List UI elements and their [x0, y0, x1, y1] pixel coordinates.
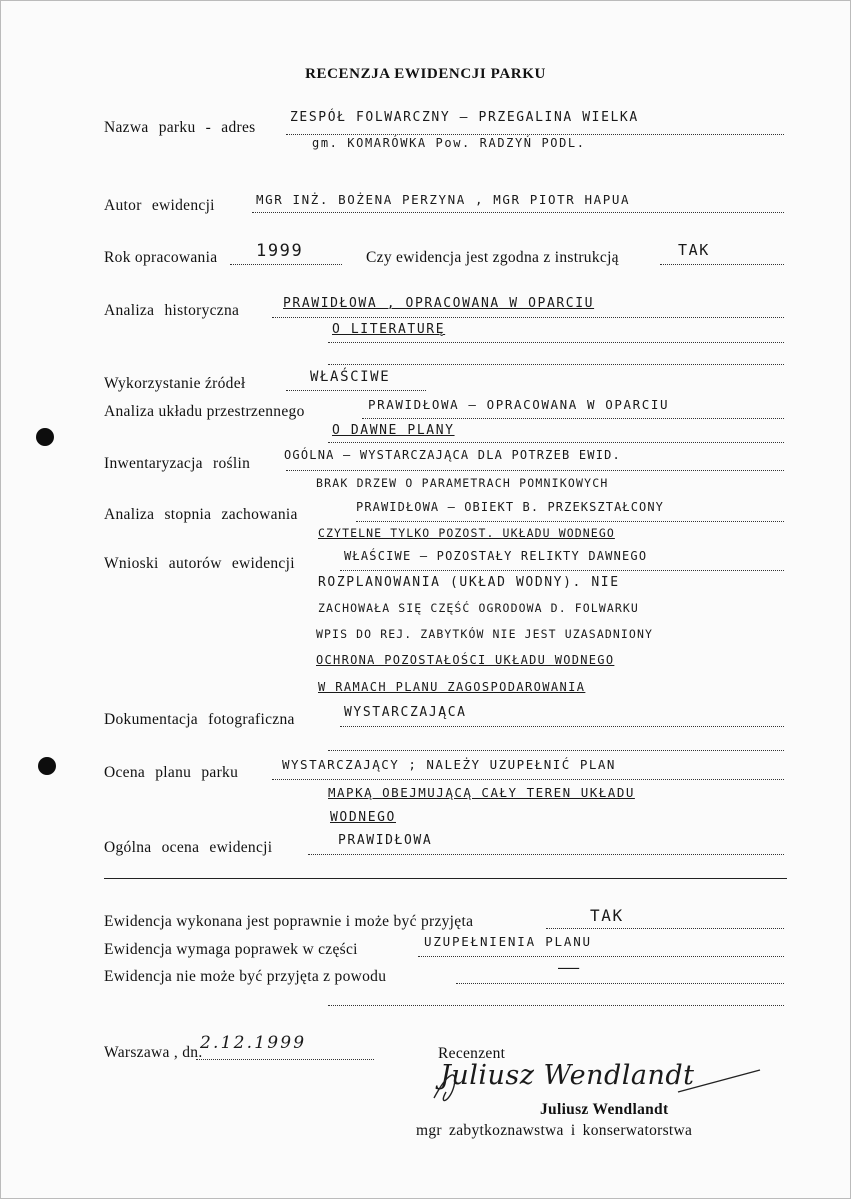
dotted-line	[196, 1059, 374, 1060]
analiza-hist-label: Analiza historyczna	[104, 302, 240, 319]
dotted-line	[328, 364, 784, 365]
plan-label: Ocena planu parku	[104, 764, 239, 781]
plan-value-3: WODNEGO	[330, 810, 396, 825]
dotted-line	[456, 983, 784, 984]
stopnia-value-2: CZYTELNE TYLKO POZOST. UKŁADU WODNEGO	[318, 526, 615, 540]
plan-value-1: WYSTARCZAJĄCY ; NALEŻY UZUPEŁNIĆ PLAN	[282, 757, 616, 772]
dotted-line	[272, 779, 784, 780]
autor-label: Autor ewidencji	[104, 197, 215, 214]
dotted-line	[356, 521, 784, 522]
reviewer-name: Juliusz Wendlandt	[540, 1101, 669, 1118]
reviewer-title: mgr zabytkoznawstwa i konserwatorstwa	[416, 1122, 693, 1139]
dotted-line	[308, 854, 784, 855]
przyjeta-value: TAK	[590, 906, 624, 925]
nazwa-value-1: ZESPÓŁ FOLWARCZNY – PRZEGALINA WIELKA	[290, 110, 639, 125]
separator-rule	[104, 878, 787, 879]
dotted-line	[328, 342, 784, 343]
dotted-line	[340, 570, 784, 571]
wnioski-label: Wnioski autorów ewidencji	[104, 555, 295, 572]
zrodel-value: WŁAŚCIWE	[310, 369, 391, 385]
poprawek-label: Ewidencja wymaga poprawek w części	[104, 941, 358, 958]
nazwa-label: Nazwa parku - adres	[104, 119, 256, 136]
poprawek-value: UZUPEŁNIENIA PLANU	[424, 934, 592, 949]
plan-value-2: MAPKĄ OBEJMUJĄCĄ CAŁY TEREN UKŁADU	[328, 785, 635, 800]
punch-hole	[38, 757, 56, 775]
wnioski-value-5: OCHRONA POZOSTAŁOŚCI UKŁADU WODNEGO	[316, 653, 615, 667]
inwent-value-2: BRAK DRZEW O PARAMETRACH POMNIKOWYCH	[316, 476, 609, 490]
dotted-line	[362, 418, 784, 419]
wnioski-value-4: WPIS DO REJ. ZABYTKÓW NIE JEST UZASADNIONY	[316, 627, 653, 641]
wnioski-value-2: ROZPLANOWANIA (UKŁAD WODNY). NIE	[318, 575, 620, 590]
uklad-value-1: PRAWIDŁOWA – OPRACOWANA W OPARCIU	[368, 397, 670, 412]
wnioski-value-3: ZACHOWAŁA SIĘ CZĘŚĆ OGRODOWA D. FOLWARKU	[318, 601, 639, 615]
punch-hole	[36, 428, 54, 446]
ogolna-value: PRAWIDŁOWA	[338, 833, 433, 848]
dotted-line	[286, 390, 426, 391]
date-value: 2.12.1999	[200, 1033, 307, 1053]
dotted-line	[230, 264, 342, 265]
inwent-label: Inwentaryzacja roślin	[104, 455, 251, 472]
signature: Juliusz Wendlandt	[440, 1060, 695, 1091]
dotted-line	[546, 928, 784, 929]
document-title: RECENZJA EWIDENCJI PARKU	[305, 66, 546, 82]
inwent-value-1: OGÓLNA – WYSTARCZAJĄCA DLA POTRZEB EWID.	[284, 448, 621, 462]
zrodel-label: Wykorzystanie źródeł	[104, 375, 246, 392]
uklad-label: Analiza układu przestrzennego	[104, 403, 305, 420]
autor-value: MGR INŻ. BOŻENA PERZYNA , MGR PIOTR HAPUA	[256, 192, 631, 207]
reviewer-label: Recenzent	[438, 1045, 506, 1062]
place-label: Warszawa , dn.	[104, 1044, 203, 1061]
rok-label: Rok opracowania	[104, 249, 218, 266]
dotted-line	[252, 212, 784, 213]
dotted-line	[272, 317, 784, 318]
nie-value: —	[558, 958, 583, 977]
dotted-line	[328, 750, 784, 751]
wnioski-value-6: W RAMACH PLANU ZAGOSPODAROWANIA	[318, 680, 586, 694]
foto-label: Dokumentacja fotograficzna	[104, 711, 295, 728]
dotted-line	[340, 726, 784, 727]
dotted-line	[286, 134, 784, 135]
rok-value: 1999	[256, 241, 304, 261]
zgodna-value: TAK	[678, 241, 710, 259]
dotted-line	[286, 470, 784, 471]
przyjeta-label: Ewidencja wykonana jest poprawnie i może być przyjęta	[104, 913, 474, 930]
dotted-line	[660, 264, 784, 265]
nazwa-value-2: gm. KOMARÓWKA Pow. RADZYŃ PODL.	[312, 136, 586, 150]
dotted-line	[418, 956, 784, 957]
ogolna-label: Ogólna ocena ewidencji	[104, 839, 273, 856]
zgodna-label: Czy ewidencja jest zgodna z instrukcją	[366, 249, 619, 266]
uklad-value-2: O DAWNE PLANY	[332, 423, 455, 438]
dotted-line	[328, 442, 784, 443]
dotted-line	[328, 1005, 784, 1006]
analiza-hist-value-2: O LITERATURĘ	[332, 322, 446, 337]
stopnia-value-1: PRAWIDŁOWA – OBIEKT B. PRZEKSZTAŁCONY	[356, 500, 665, 514]
stopnia-label: Analiza stopnia zachowania	[104, 506, 298, 523]
analiza-hist-value-1: PRAWIDŁOWA , OPRACOWANA W OPARCIU	[283, 296, 595, 311]
wnioski-value-1: WŁAŚCIWE – POZOSTAŁY RELIKTY DAWNEGO	[344, 549, 648, 563]
foto-value: WYSTARCZAJĄCA	[344, 705, 467, 720]
nie-label: Ewidencja nie może być przyjęta z powodu	[104, 968, 387, 985]
